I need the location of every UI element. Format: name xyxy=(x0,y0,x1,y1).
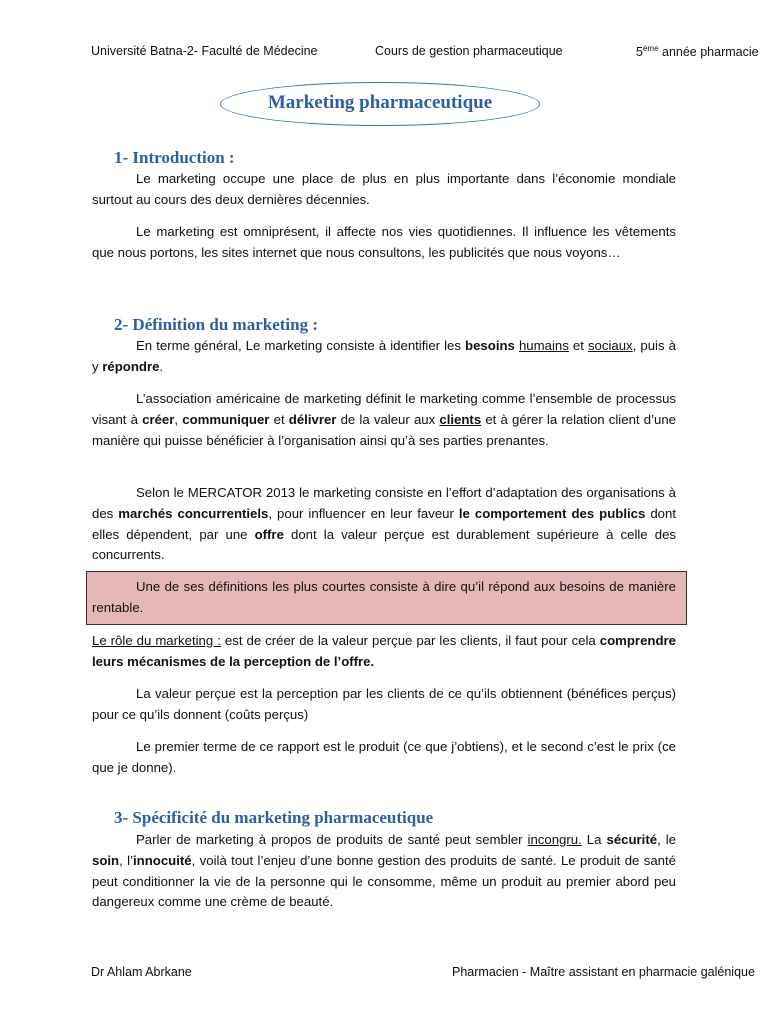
definition-paragraph-4: La valeur perçue est la perception par les clients de ce qu’ils obtiennent (bénéfices perçus) pour ce qu’ils donnent (coûts perçus) xyxy=(92,686,676,722)
specificity-paragraph: Parler de marketing à propos de produits de santé peut sembler incongru. La sécurité, le soin, l’innocuité, voilà tout l’enjeu d’une bonne gestion des produits de santé. Le produit de santé peut conditionner la vie de la personne qui le consomme, même un produit au premier abord peu dangereux comme une crème de beauté. xyxy=(92,832,677,910)
definition-paragraph-2: L’association américaine de marketing définit le marketing comme l’ensemble de processus visant à créer, communiquer et délivrer de la valeur aux clients et à gérer la relation client d’une manière qui puisse bénéficier à l’organisation ainsi qu’à ses parties prenantes. xyxy=(92,391,676,448)
intro-paragraph-2: Le marketing est omniprésent, il affecte nos vies quotidiennes. Il influence les vêtements que nous portons, les sites internet que nous consultons, les publicités que nous voyons… xyxy=(92,224,676,260)
definition-paragraph-1: En terme général, Le marketing consiste à identifier les besoins humains et sociaux, puis à y répondre. xyxy=(92,338,676,374)
header-institution: Université Batna-2- Faculté de Médecine xyxy=(91,44,318,58)
intro-paragraph-1: Le marketing occupe une place de plus en plus importante dans l’économie mondiale surtout au cours des deux dernières décennies. xyxy=(92,171,676,207)
heading-specificity: 3- Spécificité du marketing pharmaceutique xyxy=(114,808,434,827)
footer-author: Dr Ahlam Abrkane xyxy=(91,965,192,979)
header-year: 5ème année pharmacie xyxy=(636,44,759,60)
header-course: Cours de gestion pharmaceutique xyxy=(375,44,563,58)
heading-definition: 2- Définition du marketing : xyxy=(114,315,318,334)
role-paragraph: Le rôle du marketing : est de créer de la valeur perçue par les clients, il faut pour cela comprendre leurs mécanismes de la perception de l’offre. xyxy=(92,633,676,669)
definition-paragraph-5: Le premier terme de ce rapport est le produit (ce que j’obtiens), et le second c’est le prix (ce que je donne). xyxy=(92,739,676,775)
definition-paragraph-3: Selon le MERCATOR 2013 le marketing consiste en l’effort d’adaptation des organisations à des marchés concurrentiels, pour influencer en leur faveur le comportement des publics dont elles dépendent, par une offre dont la valeur perçue est durablement supérieure à celle des concurrents. xyxy=(92,485,677,563)
heading-introduction: 1- Introduction : xyxy=(114,148,235,167)
page-title: Marketing pharmaceutique xyxy=(267,92,493,113)
footer-role: Pharmacien - Maître assistant en pharmacie galénique xyxy=(452,965,755,979)
highlight-text: Une de ses définitions les plus courtes consiste à dire qu’il répond aux besoins de manière rentable. xyxy=(92,579,676,615)
